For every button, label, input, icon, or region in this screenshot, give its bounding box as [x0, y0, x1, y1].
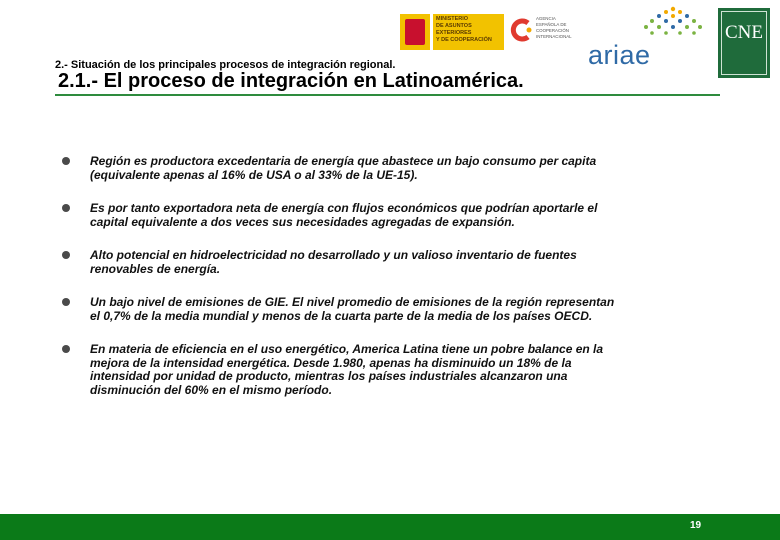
bullet-icon — [62, 298, 70, 306]
bullet-text: Alto potencial en hidroelectricidad no desarrollado y un valioso inventario de fuentes renovables de energía. — [90, 248, 577, 276]
section-title: 2.- Situación de los principales procesos de integración regional. — [55, 59, 396, 71]
bullet-item — [62, 343, 702, 397]
bullet-icon — [62, 204, 70, 212]
page-title: 2.1.- El proceso de integración en Latinoamérica. — [58, 70, 524, 92]
ministerio-logo — [400, 14, 504, 50]
bullet-item — [62, 296, 702, 323]
bullet-text: Región es productora excedentaria de energía que abastece un bajo consumo per capita (equivalente apenas al 16% de USA o al 33% de la UE-15). — [90, 154, 597, 182]
bullet-text: Un bajo nivel de emisiones de GIE. El nivel promedio de emisiones de la región representan el 0,7% de la media mundial y menos de la cuarta parte de la media de los países OECD. — [90, 295, 615, 323]
bullet-list — [62, 155, 702, 417]
bullet-item — [62, 155, 702, 182]
title-divider — [55, 94, 720, 96]
cne-logo — [718, 8, 770, 78]
bullet-icon — [62, 157, 70, 165]
page-number: 19 — [690, 520, 702, 531]
ministerio-logo-text: MINISTERIO DE ASUNTOS EXTERIORES Y DE COOPERACIÓN — [436, 16, 492, 43]
bullet-icon — [62, 251, 70, 259]
coat-of-arms-icon — [400, 14, 430, 50]
bullet-icon — [62, 345, 70, 353]
aecid-logo-text: AGENCIA ESPAÑOLA DE COOPERACIÓN INTERNACIONAL — [536, 16, 572, 39]
aecid-mark-icon — [510, 18, 534, 42]
bullet-text: En materia de eficiencia en el uso energético, America Latina tiene un pobre balance en la mejora de la intensidad energética. Desde 1.980, apenas ha disminuido un 18% de la intensidad por unidad de producto, mientras los países industriales alcanzaron una disminución del 60% en el mismo período. — [90, 342, 604, 397]
cne-logo-text: CNE — [725, 22, 763, 43]
ariae-logo-text: ariae — [588, 40, 651, 70]
ariae-logo — [588, 6, 708, 72]
footer-bar — [0, 514, 780, 540]
aecid-logo — [510, 14, 576, 50]
bullet-item — [62, 249, 702, 276]
bullet-text: Es por tanto exportadora neta de energía con flujos económicos que podrían aportarle el capital equivalente a dos veces sus necesidades agregadas de expansión. — [90, 201, 598, 229]
bullet-item — [62, 202, 702, 229]
